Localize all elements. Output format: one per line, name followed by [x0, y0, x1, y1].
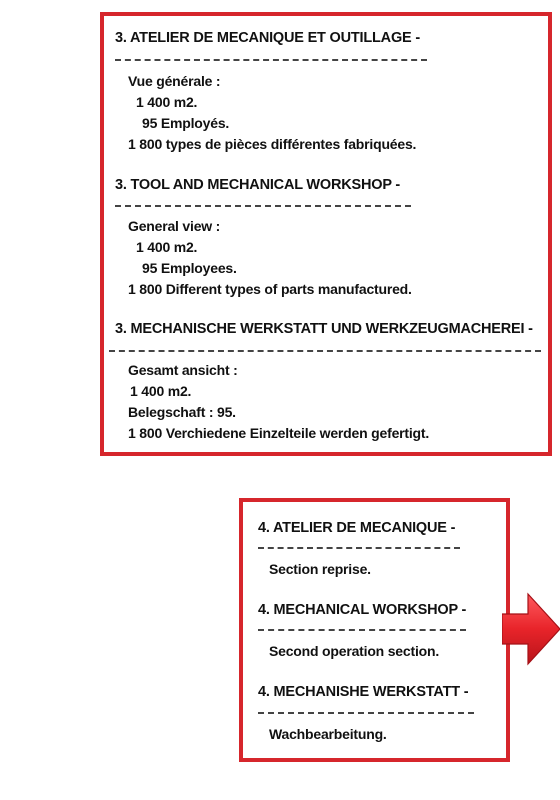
heading-3-de: 3. MECHANISCHE WERKSTATT UND WERKZEUGMACHEREI -	[115, 321, 533, 337]
heading-3-fr: 3. ATELIER DE MECANIQUE ET OUTILLAGE -	[115, 30, 420, 46]
dashed-rule	[115, 59, 427, 61]
panel-3-tool-workshop	[100, 12, 552, 456]
line-3-en-2: 95 Employees.	[142, 260, 237, 276]
heading-4-de: 4. MECHANISHE WERKSTATT -	[258, 684, 469, 700]
line-3-de-0: Gesamt ansicht :	[128, 362, 238, 378]
dashed-rule	[258, 547, 460, 549]
line-3-fr-3: 1 800 types de pièces différentes fabriquées.	[128, 136, 417, 152]
line-4-de-0: Wachbearbeitung.	[269, 726, 387, 742]
line-4-fr-0: Section reprise.	[269, 561, 371, 577]
line-4-en-0: Second operation section.	[269, 643, 440, 659]
heading-4-fr: 4. ATELIER DE MECANIQUE -	[258, 520, 456, 536]
line-3-en-1: 1 400 m2.	[136, 239, 198, 255]
dashed-rule	[258, 629, 466, 631]
line-3-fr-1: 1 400 m2.	[136, 94, 198, 110]
line-3-de-3: 1 800 Verchiedene Einzelteile werden gefertigt.	[128, 425, 430, 441]
heading-4-en: 4. MECHANICAL WORKSHOP -	[258, 602, 467, 618]
line-3-de-1: 1 400 m2.	[130, 383, 192, 399]
line-3-en-0: General view :	[128, 218, 221, 234]
dashed-rule	[258, 712, 474, 714]
panel-4-mechanical-workshop	[239, 498, 510, 762]
dashed-rule	[109, 350, 541, 352]
line-3-fr-2: 95 Employés.	[142, 115, 230, 131]
line-3-fr-0: Vue générale :	[128, 73, 221, 89]
arrow-right-icon	[502, 592, 560, 666]
line-3-en-3: 1 800 Different types of parts manufactured.	[128, 281, 412, 297]
heading-3-en: 3. TOOL AND MECHANICAL WORKSHOP -	[115, 177, 401, 193]
dashed-rule	[115, 205, 411, 207]
line-3-de-2: Belegschaft : 95.	[128, 404, 236, 420]
